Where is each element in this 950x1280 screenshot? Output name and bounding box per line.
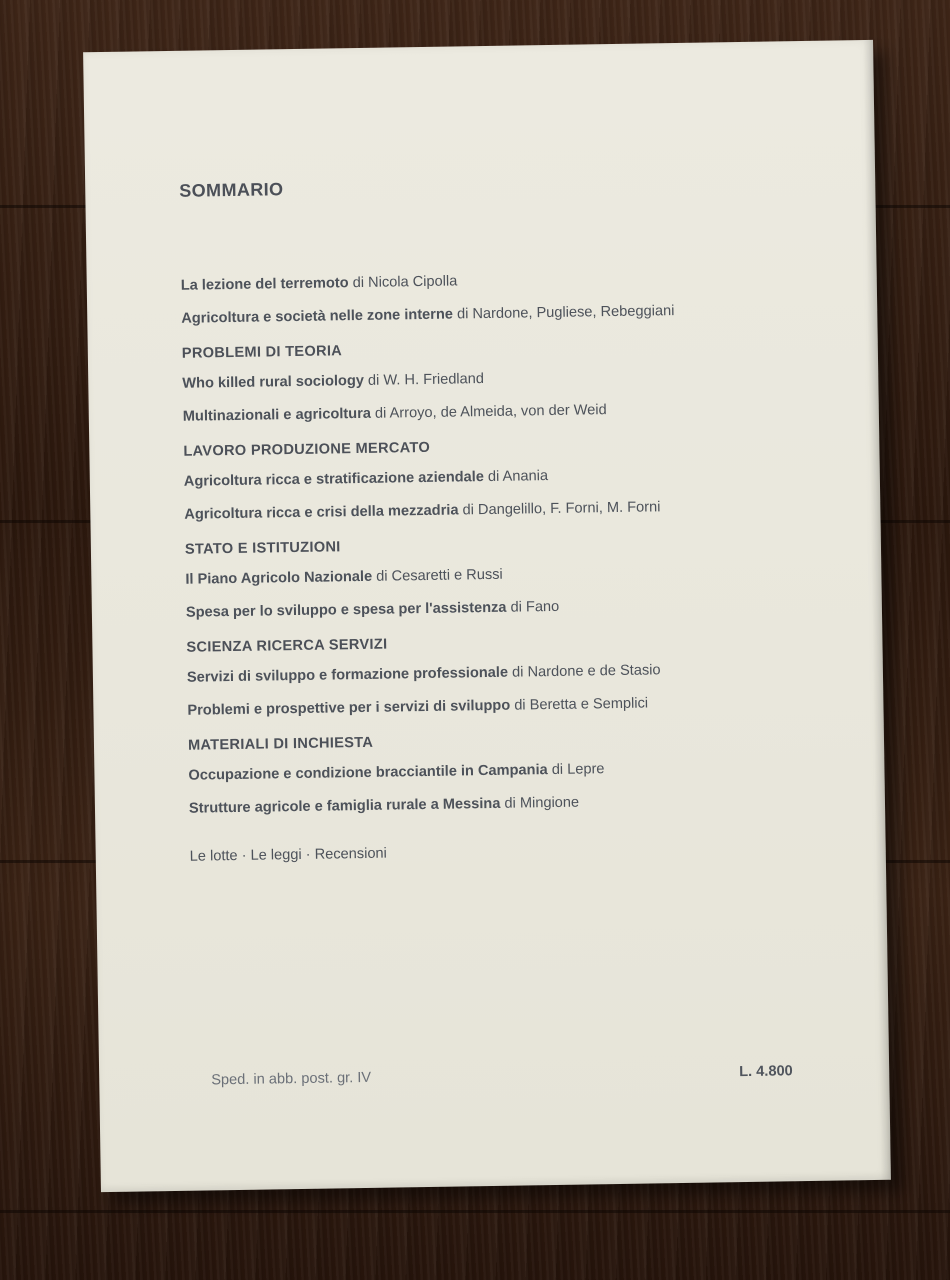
postal-note: Sped. in abb. post. gr. IV — [211, 1069, 372, 1089]
section-lavoro-produzione-mercato — [183, 434, 824, 525]
section-title: MATERIALI DI INCHIESTA — [187, 734, 374, 754]
page-title: SOMMARIO — [179, 179, 284, 201]
section-scienza-ricerca-servizi — [186, 630, 827, 721]
list-item: Problemi e prospettive per i servizi di sviluppo di Beretta e Semplici — [187, 695, 649, 719]
price-label: L. 4.800 — [739, 1063, 793, 1081]
list-item: Who killed rural sociology di W. H. Friedland — [182, 371, 485, 392]
section-title: SCIENZA RICERCA SERVIZI — [186, 636, 388, 656]
list-item: Occupazione e condizione bracciantile in Campania di Lepre — [188, 761, 605, 784]
section-title: PROBLEMI DI TEORIA — [181, 343, 343, 362]
section-title: LAVORO PRODUZIONE MERCATO — [183, 439, 431, 460]
table-of-contents — [179, 171, 830, 865]
section-problemi-di-teoria — [182, 336, 823, 427]
list-item: Spesa per lo sviluppo e spesa per l'assistenza di Fano — [185, 598, 560, 621]
list-item: Multinazionali e agricoltura di Arroyo, de Almeida, von der Weid — [182, 402, 607, 425]
footer-items: Le lotte · Le leggi · Recensioni — [189, 845, 387, 865]
section-materiali-di-inchiesta — [188, 728, 829, 819]
booklet-back-cover — [83, 40, 891, 1192]
section-title: STATO E ISTITUZIONI — [184, 539, 341, 558]
list-item: Agricoltura e società nelle zone interne di Nardone, Pugliese, Rebeggiani — [181, 303, 675, 327]
section-stato-e-istituzioni — [185, 532, 826, 623]
list-item: Il Piano Agricolo Nazionale di Cesaretti e Russi — [185, 566, 503, 588]
list-item: Servizi di sviluppo e formazione professionale di Nardone e de Stasio — [186, 662, 661, 686]
list-item: La lezione del terremoto di Nicola Cipolla — [180, 273, 458, 294]
list-item: Agricoltura ricca e stratificazione aziendale di Anania — [183, 468, 549, 490]
intro-list — [181, 266, 822, 329]
list-item: Agricoltura ricca e crisi della mezzadria di Dangelillo, F. Forni, M. Forni — [184, 499, 661, 523]
list-item: Strutture agricole e famiglia rurale a Messina di Mingione — [188, 794, 580, 817]
